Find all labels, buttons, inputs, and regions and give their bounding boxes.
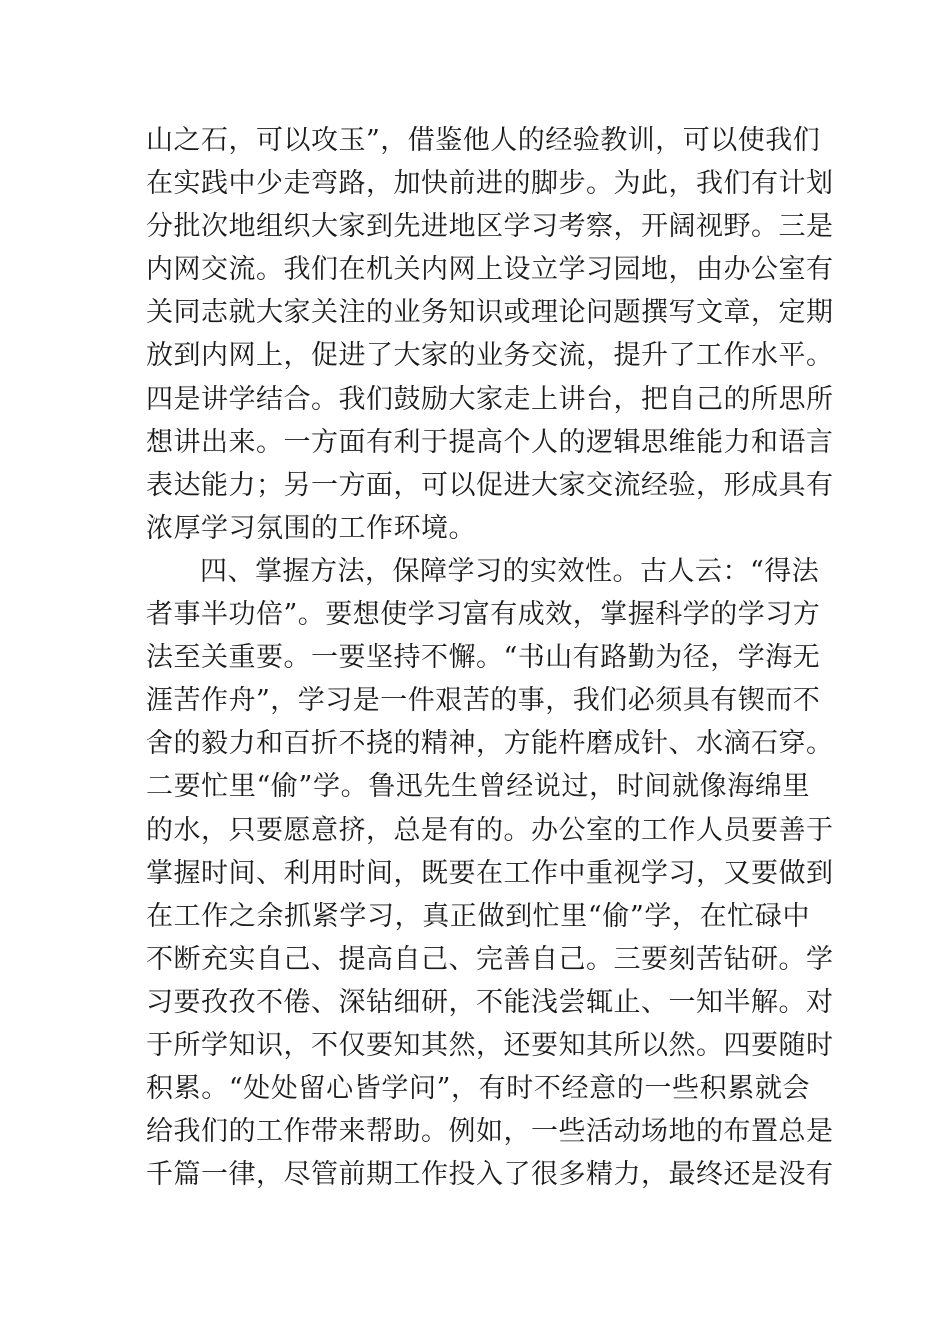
- text-line: 不断充实自己、提高自己、完善自己。三要刻苦钻研。学: [146, 943, 834, 975]
- text-line: 积累。“处处留心皆学问”，有时不经意的一些积累就会: [146, 1073, 810, 1105]
- text-line: 表达能力；另一方面，可以促进大家交流经验，形成具有: [146, 469, 834, 501]
- text-line: 舍的毅力和百折不挠的精神，方能杵磨成针、水滴石穿。: [146, 728, 834, 760]
- text-line: 习要孜孜不倦、深钻细研，不能浅尝辄止、一知半解。对: [146, 986, 834, 1018]
- text-line: 于所学知识，不仅要知其然，还要知其所以然。四要随时: [146, 1029, 834, 1061]
- text-line: 山之石，可以攻玉”，借鉴他人的经验教训，可以使我们: [146, 125, 821, 156]
- text-line: 二要忙里“偷”学。鲁迅先生曾经说过，时间就像海绵里: [146, 771, 810, 803]
- text-line: 的水，只要愿意挤，总是有的。办公室的工作人员要善于: [146, 814, 834, 846]
- text-line: 在实践中少走弯路，加快前进的脚步。为此，我们有计划: [146, 168, 834, 200]
- text-line: 掌握时间、利用时间，既要在工作中重视学习，又要做到: [146, 857, 834, 889]
- text-line: 放到内网上，促进了大家的业务交流，提升了工作水平。: [146, 340, 834, 372]
- paragraph-start-line: 四、掌握方法，保障学习的实效性。古人云：“得法: [200, 555, 820, 587]
- text-line: 者事半功倍”。要想使学习富有成效，掌握科学的学习方: [146, 599, 821, 631]
- text-line: 分批次地组织大家到先进地区学习考察，开阔视野。三是: [146, 211, 834, 243]
- text-line: 关同志就大家关注的业务知识或理论问题撰写文章，定期: [146, 297, 834, 329]
- text-line: 给我们的工作带来帮助。例如，一些活动场地的布置总是: [146, 1116, 834, 1148]
- body-text: [146, 119, 834, 1196]
- text-line: 四是讲学结合。我们鼓励大家走上讲台，把自己的所思所: [146, 383, 834, 415]
- text-line: 内网交流。我们在机关内网上设立学习园地，由办公室有: [146, 254, 834, 286]
- text-line: 千篇一律，尽管前期工作投入了很多精力，最终还是没有: [146, 1159, 834, 1191]
- text-line: 浓厚学习氛围的工作环境。: [146, 512, 476, 544]
- text-line: 在工作之余抓紧学习，真正做到忙里“偷”学，在忙碌中: [146, 900, 810, 932]
- text-line: 涯苦作舟”，学习是一件艰苦的事，我们必须具有锲而不: [146, 685, 821, 717]
- text-line: 法至关重要。一要坚持不懈。“书山有路勤为径，学海无: [146, 642, 821, 674]
- text-line: 想讲出来。一方面有利于提高个人的逻辑思维能力和语言: [146, 426, 834, 458]
